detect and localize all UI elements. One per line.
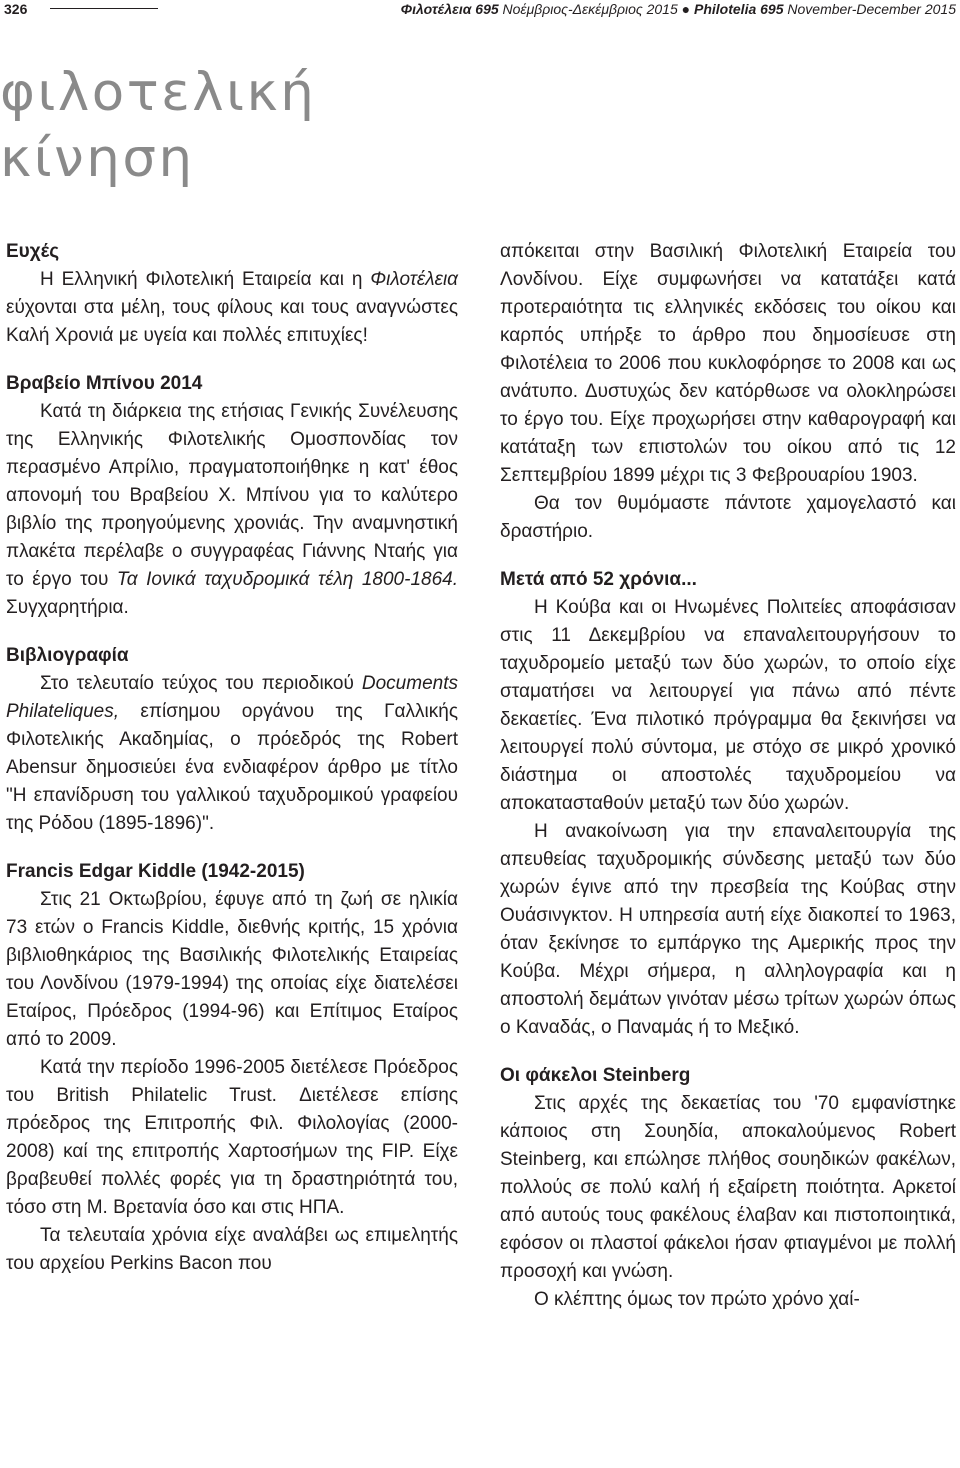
issue-gr: Νοέμβριος-Δεκέμβριος 2015 [502,1,678,17]
italic-run: Documents Philateliques, [6,673,458,722]
text-run: Συγχαρητήρια. [6,597,129,618]
issue-en: November-December 2015 [787,1,956,17]
paragraph-steinberg-2: Ο κλέπτης όμως τον πρώτο χρόνο χαί- [534,1289,860,1310]
running-title [166,0,956,18]
paragraph-cuba-1: Η Κούβα και οι Ηνωμένες Πολιτείες αποφάσισαν στις 11 Δεκεμβρίου να επαναλειτουργήσουν το ταχυδρομείο μεταξύ των δύο χωρών, το οποίο είχε σταματήσει να λειτουργεί για πάνω από πέντε δεκαετίες. Ένα πιλοτικό πρόγραμμα θα ξεκινήσει να λειτουργεί πολύ σύντομα, με στόχο σε μικρό χρονικό διάστημα οι αποστολές ταχυδρομείου να αποκατασταθούν μεταξύ των δύο χωρών. [500,597,956,814]
journal-en: Philotelia 695 [694,1,784,17]
heading-kiddle: Francis Edgar Kiddle (1942-2015) [6,861,305,882]
text-run: επίσημου οργάνου της Γαλλικής Φιλοτελικής Ακαδημίας, ο πρόεδρός της Robert Abensur δημοσιεύει ένα ενδιαφέρον άρθρο με τίτλο "Η επανίδρυση του γαλλικού ταχυδρομικού γραφείου της Ρόδου (1895-1896)". [6,701,458,834]
left-column [6,238,458,1278]
text-run: Κατά τη διάρκεια της ετήσιας Γενικής Συνέλευσης της Ελληνικής Φιλοτελικής Ομοσπονδίας τον περασμένο Απρίλιο, πραγματοποιήθηκε η κατ' έθος απονομή του Βραβείου Χ. Μπίνου για το καλύτερο βιβλίο της προηγούμενης χρονιάς. Την αναμνηστική πλακέτα περέλαβε ο συγγραφέας Γιάννης Νταής για το έργο του [6,401,458,590]
running-header [0,0,960,22]
paragraph-cuba-2: Η ανακοίνωση για την επαναλειτουργία της απευθείας ταχυδρομικής σύνδεσης μεταξύ των δύο χωρών έγινε από την πρεσβεία της Κούβας στην Ουάσινγκτον. Η υπηρεσία αυτή είχε διακοπεί το 1963, όταν ξεκίνησε το εμπάργκο της Αμερικής προς την Κούβα. Μέχρι σήμερα, η αλληλογραφία και η αποστολή δεμάτων γινόταν μέσω τρίτων χωρών όπως ο Καναδάς, ο Παναμάς ή το Μεξικό. [500,821,956,1038]
journal-gr: Φιλοτέλεια 695 [400,1,499,17]
text-run: Στο τελευταίο τεύχος του περιοδικού [40,673,362,694]
right-column [500,238,956,1314]
paragraph-kiddle-2: Κατά την περίοδο 1996-2005 διετέλεσε Πρόεδρος του British Philatelic Trust. Διετέλεσε επίσης πρόεδρος της Επιτροπής Φιλ. Φιλολογίας (2000-2008) καί της επιτροπής Χαρτοσήμων της FIP. Είχε βραβευθεί πολλές φορές για τη δραστηριότητά του, τόσο στη Μ. Βρετανία όσο και στις ΗΠΑ. [6,1057,458,1218]
section-title-line2: κίνηση [0,128,195,189]
heading-wishes: Ευχές [6,241,60,262]
paragraph-kiddle-1: Στις 21 Οκτωβρίου, έφυγε από τη ζωή σε ηλικία 73 ετών ο Francis Kiddle, διεθνής κριτής, 15 χρόνια βιβλιοθηκάριος της Βασιλικής Φιλοτελικής Εταιρείας του Λονδίνου (1979-1994) της οποίας είχε διατελέσει Εταίρος, Πρόεδρος (1994-96) και Επίτιμος Εταίρος από το 2009. [6,889,458,1050]
page-number: 326 [4,1,28,17]
paragraph-steinberg-1: Στις αρχές της δεκαετίας του '70 εμφανίστηκε κάποιος στη Σουηδία, αποκαλούμενος Robert Steinberg, και επώλησε πλήθος σουηδικών φακέλων, πολλούς σε πολύ καλή ή εξαίρετη ποιότητα. Αρκετοί από αυτούς τους φακέλους έλαβαν και πιστοποιητικά, εφόσον οι πλαστοί φάκελοι ήσαν φτιαγμένοι με πολλή προσοχή και γνώση. [500,1093,956,1282]
header-rule [50,8,158,9]
text-run: Η Ελληνική Φιλοτελική Εταιρεία και η [40,269,371,290]
section-title-line1: φιλοτελική [0,62,317,123]
text-run: εύχονται στα μέλη, τους φίλους και τους αναγνώστες Καλή Χρονιά με υγεία και πολλές επιτυχίες! [6,297,458,346]
heading-steinberg: Οι φάκελοι Steinberg [500,1065,691,1086]
paragraph-kiddle-3: Τα τελευταία χρόνια είχε αναλάβει ως επιμελητής του αρχείου Perkins Bacon που [6,1225,458,1274]
paragraph-binos-award [6,398,458,622]
heading-binos-award: Βραβείο Μπίνου 2014 [6,373,203,394]
paragraph-kiddle-end: Θα τον θυμόμαστε πάντοτε χαμογελαστό και δραστήριο. [500,493,956,542]
italic-run: Φιλοτέλεια [370,269,458,290]
paragraph-kiddle-cont: απόκειται στην Βασιλική Φιλοτελική Εταιρεία του Λονδίνου. Είχε συμφωνήσει να κατατάξει κατά προτεραιότητα τις ελληνικές εκδόσεις του οίκου και καρπός υπήρξε το άρθρο που δημοσίευσε στη Φιλοτέλεια το 2006 που κυκλοφόρησε το 2008 και ως ανάτυπο. Δυστυχώς δεν κατόρθωσε να ολοκληρώσει το έργο του. Είχε προχωρήσει στην καθαρογραφή και κατάταξη των επιστολών του οίκου από τις 12 Σεπτεμβρίου 1899 μέχρι τις 3 Φεβρουαρίου 1903. [500,241,956,486]
paragraph-wishes [6,266,458,350]
section-title [0,60,520,192]
header-bullet: ● [681,1,691,17]
heading-bibliography: Βιβλιογραφία [6,645,129,666]
italic-run: Τα Ιονικά ταχυδρομικά τέλη 1800-1864. [116,569,458,590]
paragraph-bibliography [6,670,458,838]
heading-52-years: Μετά από 52 χρόνια... [500,569,697,590]
